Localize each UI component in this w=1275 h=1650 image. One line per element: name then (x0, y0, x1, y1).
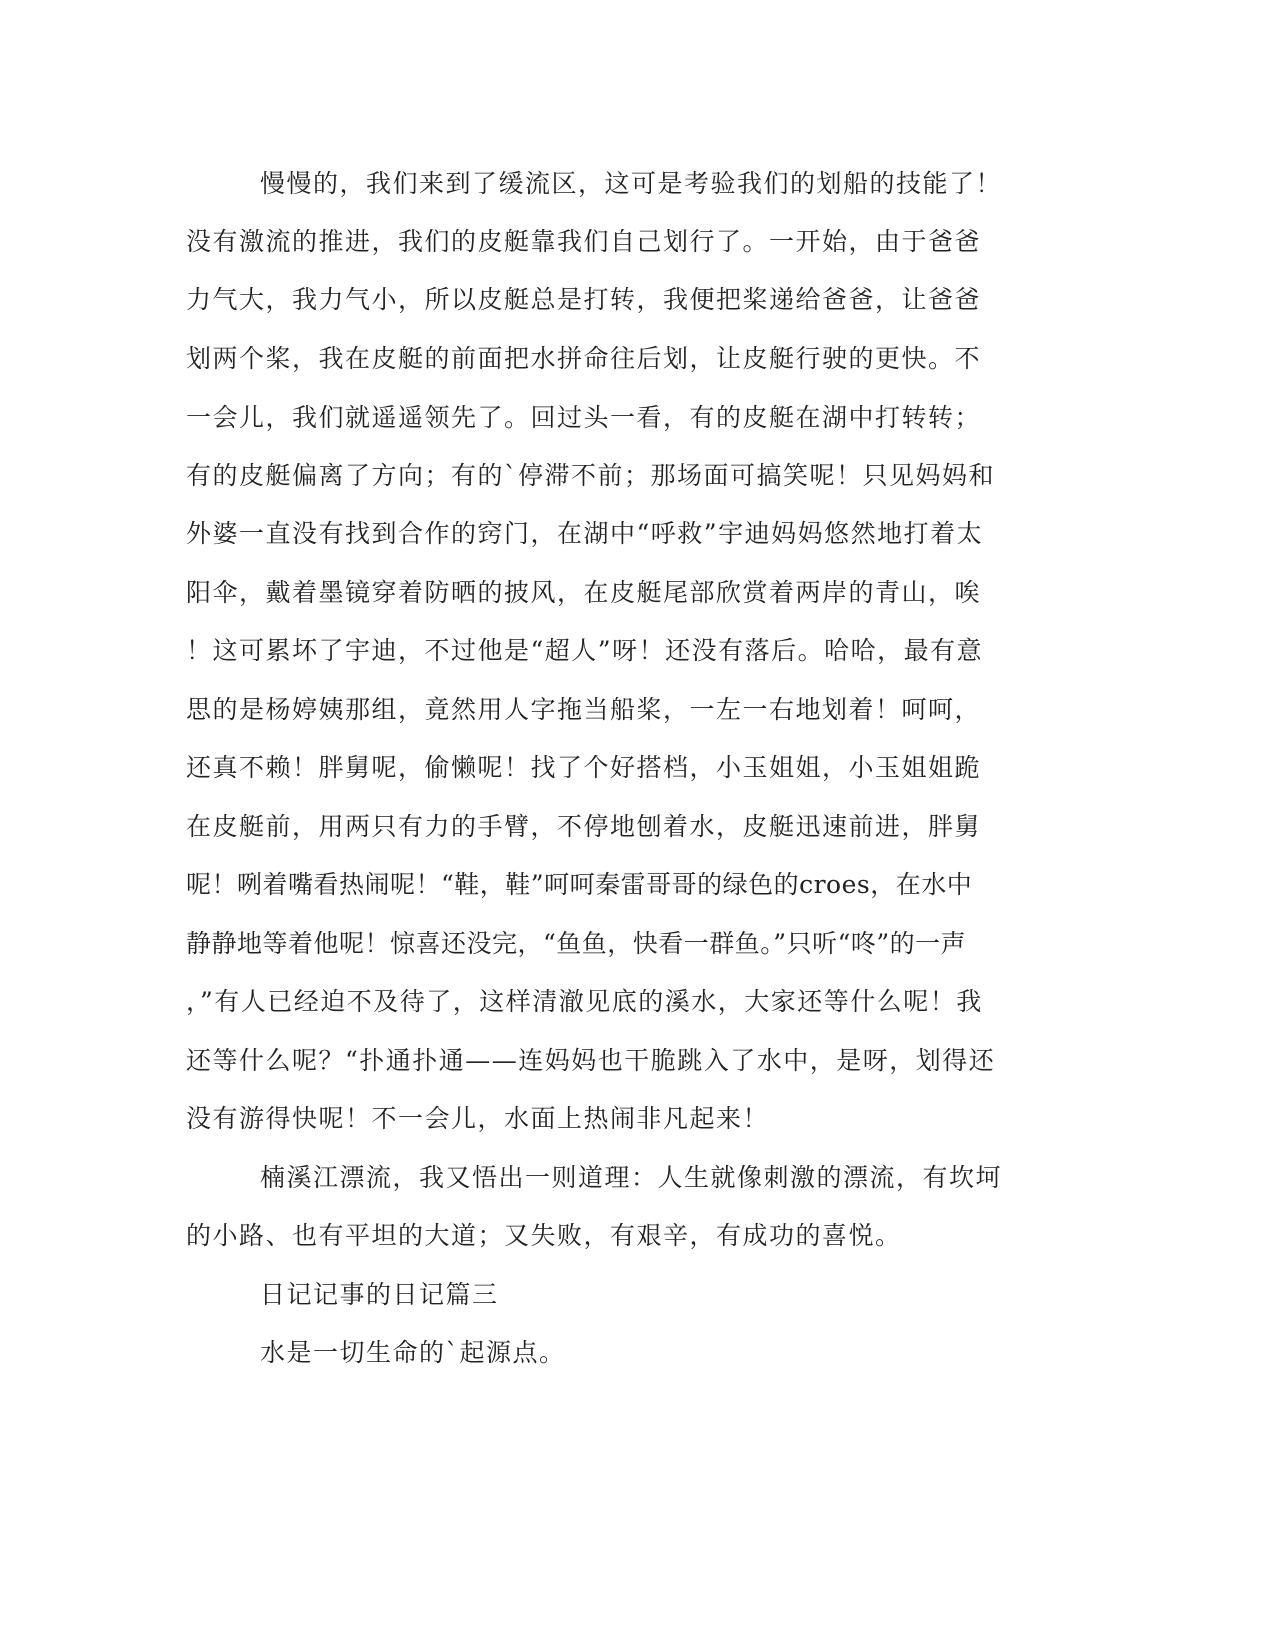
paragraph-1-line-9: ！这可累坏了宇迪，不过他是“超人”呀！还没有落后。哈哈，最有意 (186, 636, 984, 665)
paragraph-1-line-11: 还真不赖！胖舅呢，偷懒呢！找了个好搭档，小玉姐姐，小玉姐姐跪 (186, 753, 982, 782)
paragraph-1-line-8: 阳伞，戴着墨镜穿着防晒的披风，在皮艇尾部欣赏着两岸的青山，唉 (186, 578, 982, 607)
paragraph-1-line-10: 思的是杨婷姨那组，竟然用人字拖当船桨，一左一右地划着！呵呵， (186, 695, 982, 724)
paragraph-1-line-5: 一会儿，我们就遥遥领先了。回过头一看，有的皮艇在湖中打转转； (186, 403, 982, 432)
paragraph-1-line-17: 没有游得快呢！不一会儿，水面上热闹非凡起来！ (186, 1104, 770, 1133)
paragraph-2-line-1: 楠溪江漂流，我又悟出一则道理：人生就像刺激的漂流，有坎坷 (260, 1163, 1003, 1192)
paragraph-3-line-1: 水是一切生命的`起源点。 (260, 1338, 566, 1367)
paragraph-1-line-2: 没有激流的推进，我们的皮艇靠我们自己划行了。一开始，由于爸爸 (186, 227, 982, 256)
paragraph-1-line-7: 外婆一直没有找到合作的窍门，在湖中“呼救”宇迪妈妈悠然地打着太 (186, 519, 984, 548)
paragraph-1-line-12: 在皮艇前，用两只有力的手臂，不停地刨着水，皮艇迅速前进，胖舅 (186, 812, 982, 841)
paragraph-1-line-1: 慢慢的，我们来到了缓流区，这可是考验我们的划船的技能了！ (260, 169, 1003, 198)
section-heading: 日记记事的日记篇三 (260, 1280, 499, 1309)
paragraph-1-line-16: 还等什么呢？“扑通扑通——连妈妈也干脆跳入了水中，是呀，划得还 (186, 1046, 996, 1075)
paragraph-1-line-13: 呢！咧着嘴看热闹呢！“鞋，鞋”呵呵秦雷哥哥的绿色的croes，在水中 (186, 870, 973, 899)
paragraph-1-line-15: ，”有人已经迫不及待了，这样清澈见底的溪水，大家还等什么呢！我 (186, 987, 983, 1016)
paragraph-1-line-4: 划两个桨，我在皮艇的前面把水拼命往后划，让皮艇行驶的更快。不 (186, 344, 982, 373)
paragraph-1-line-14: 静静地等着他呢！惊喜还没完，“鱼鱼，快看一群鱼。”只听“咚”的一声 (186, 929, 967, 958)
paragraph-1-line-6: 有的皮艇偏离了方向；有的`停滞不前；那场面可搞笑呢！只见妈妈和 (186, 461, 996, 490)
paragraph-2-line-2: 的小路、也有平坦的大道；又失败，有艰辛，有成功的喜悦。 (186, 1221, 902, 1250)
paragraph-1-line-3: 力气大，我力气小，所以皮艇总是打转，我便把桨递给爸爸，让爸爸 (186, 285, 982, 314)
